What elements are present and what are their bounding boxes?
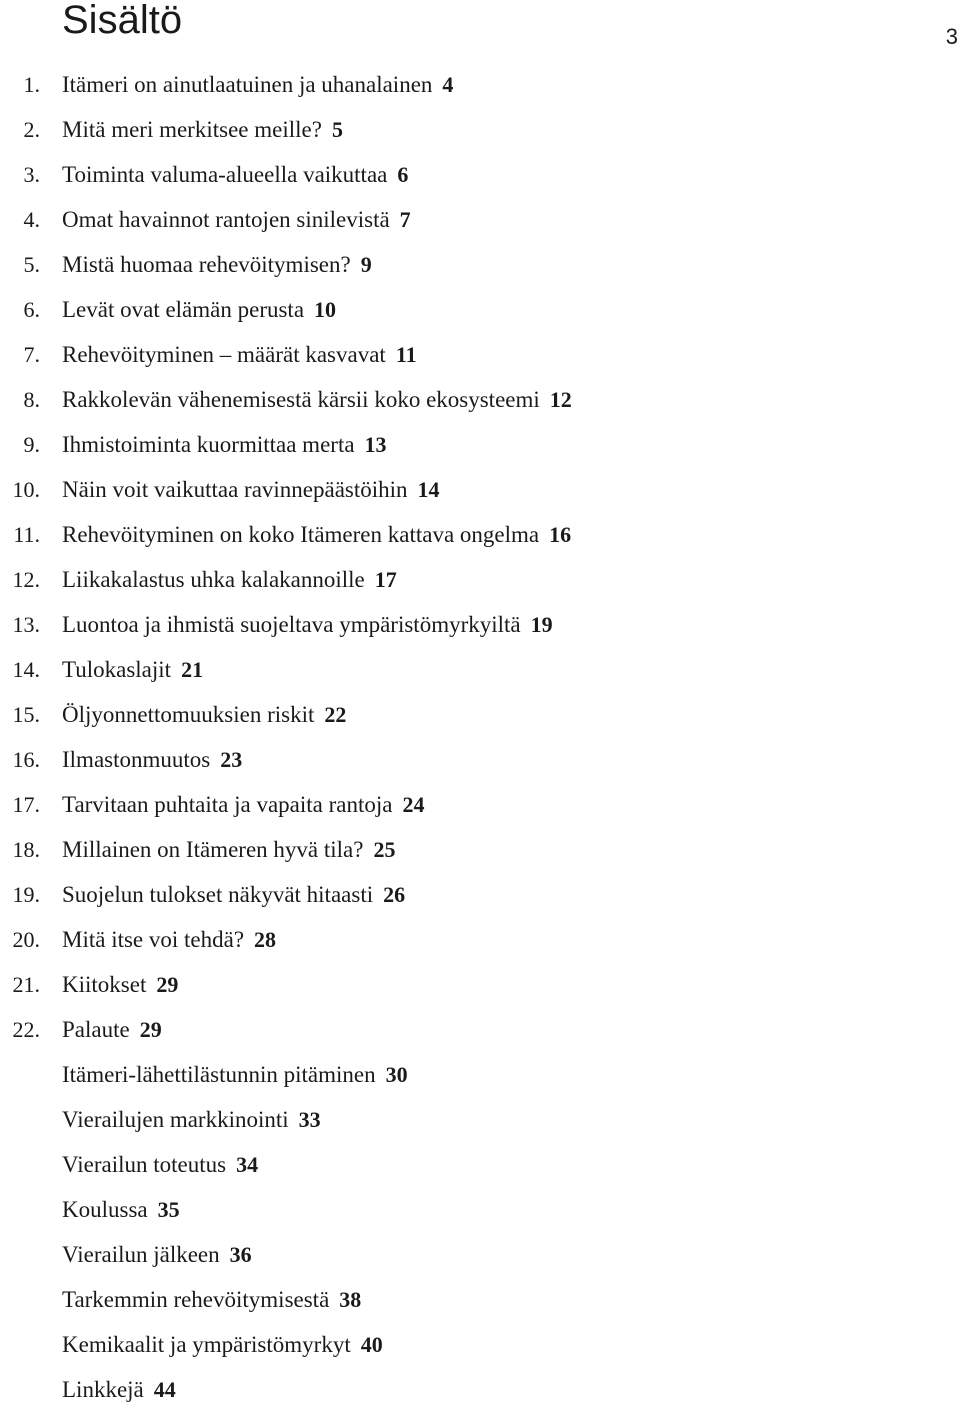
- toc-entry-number: 18.: [12, 836, 40, 862]
- toc-entry[interactable]: [0, 782, 572, 827]
- page-title: Sisältö: [62, 0, 183, 42]
- toc-entry-title: Luontoa ja ihmistä suojeltava ympäristömyrkyiltä: [62, 611, 521, 637]
- toc-entry-number: 19.: [12, 881, 40, 907]
- toc-entry-number: 17.: [12, 791, 40, 817]
- toc-entry-number: 11.: [13, 521, 40, 547]
- toc-entry-number: 2.: [23, 116, 40, 142]
- toc-entry-title: Palaute: [62, 1016, 130, 1042]
- toc-entry[interactable]: [0, 962, 572, 1007]
- toc-entry[interactable]: [0, 872, 572, 917]
- toc-entry[interactable]: [0, 1367, 572, 1412]
- toc-entry-number: 22.: [12, 1016, 40, 1042]
- toc-entry[interactable]: [0, 242, 572, 287]
- toc-entry[interactable]: [0, 197, 572, 242]
- toc-entry[interactable]: [0, 602, 572, 647]
- toc-entry-page: 44: [153, 1376, 176, 1402]
- toc-entry-number: 6.: [23, 296, 40, 322]
- toc-entry-title: Öljyonnettomuuksien riskit: [62, 701, 315, 727]
- toc-entry-title: Toiminta valuma-alueella vaikuttaa: [62, 161, 388, 187]
- toc-entry-page: 17: [374, 566, 397, 592]
- toc-entry-number: 14.: [12, 656, 40, 682]
- toc-entry[interactable]: [0, 1232, 572, 1277]
- toc-entry-number: 7.: [23, 341, 40, 367]
- toc-entry-page: 21: [181, 656, 204, 682]
- toc-entry-title: Rehevöityminen on koko Itämeren kattava ongelma: [62, 521, 540, 547]
- toc-entry-number: 15.: [12, 701, 40, 727]
- toc-entry[interactable]: [0, 152, 572, 197]
- toc-entry-title: Rakkolevän vähenemisestä kärsii koko ekosysteemi: [62, 386, 540, 412]
- toc-entry-page: 40: [360, 1331, 383, 1357]
- toc-entry-title: Itämeri-lähettilästunnin pitäminen: [62, 1061, 376, 1087]
- toc-entry[interactable]: [0, 1187, 572, 1232]
- toc-entry[interactable]: [0, 467, 572, 512]
- toc-entry-title: Tarkemmin rehevöitymisestä: [62, 1286, 330, 1312]
- toc-entry-page: 19: [530, 611, 553, 637]
- toc-entry-page: 23: [220, 746, 243, 772]
- toc-entry-title: Linkkejä: [62, 1376, 144, 1402]
- toc-entry-number: 12.: [12, 566, 40, 592]
- toc-entry[interactable]: [0, 1142, 572, 1187]
- toc-entry-title: Levät ovat elämän perusta: [62, 296, 305, 322]
- toc-entry-title: Omat havainnot rantojen sinilevistä: [62, 206, 390, 232]
- toc-entry-page: 24: [402, 791, 425, 817]
- toc-entry-page: 30: [385, 1061, 408, 1087]
- toc-entry-number: 20.: [12, 926, 40, 952]
- toc-entry-title: Mitä meri merkitsee meille?: [62, 116, 322, 142]
- toc-entry-number: 10.: [12, 476, 40, 502]
- toc-entry[interactable]: [0, 62, 572, 107]
- toc-entry-title: Vierailun toteutus: [62, 1151, 227, 1177]
- toc-entry-number: 1.: [23, 71, 40, 97]
- toc-entry-title: Vierailujen markkinointi: [62, 1106, 289, 1132]
- toc-entry-title: Vierailun jälkeen: [62, 1241, 220, 1267]
- toc-entry-title: Mitä itse voi tehdä?: [62, 926, 245, 952]
- toc-entry-number: 4.: [23, 206, 40, 232]
- toc-entry-page: 26: [383, 881, 406, 907]
- toc-entry-title: Mistä huomaa rehevöitymisen?: [62, 251, 351, 277]
- toc-entry[interactable]: [0, 737, 572, 782]
- toc-entry-page: 4: [442, 71, 454, 97]
- toc-entry[interactable]: [0, 287, 572, 332]
- toc-entry-page: 28: [254, 926, 277, 952]
- toc-entry[interactable]: [0, 1052, 572, 1097]
- toc-entry[interactable]: [0, 107, 572, 152]
- toc-entry-page: 29: [139, 1016, 162, 1042]
- toc-entry-page: 16: [549, 521, 572, 547]
- toc-entry-title: Millainen on Itämeren hyvä tila?: [62, 836, 364, 862]
- toc-entry-title: Ilmastonmuutos: [62, 746, 211, 772]
- toc-entry[interactable]: [0, 1097, 572, 1142]
- toc-entry-number: 8.: [23, 386, 40, 412]
- toc-entry[interactable]: [0, 377, 572, 422]
- toc-entry-title: Koulussa: [62, 1196, 148, 1222]
- toc-entry-title: Tulokaslajit: [62, 656, 172, 682]
- page-number: 3: [945, 24, 958, 49]
- toc-entry-page: 35: [157, 1196, 180, 1222]
- toc-entry[interactable]: [0, 512, 572, 557]
- toc-entry[interactable]: [0, 827, 572, 872]
- toc-entry-page: 11: [395, 341, 417, 367]
- toc-entry-title: Kiitokset: [62, 971, 147, 997]
- toc-entry-page: 13: [364, 431, 387, 457]
- toc-entry-title: Rehevöityminen – määrät kasvavat: [62, 341, 386, 367]
- toc-entry[interactable]: [0, 692, 572, 737]
- toc-entry[interactable]: [0, 1007, 572, 1052]
- toc-entry-title: Kemikaalit ja ympäristömyrkyt: [62, 1331, 351, 1357]
- toc-entry[interactable]: [0, 647, 572, 692]
- toc-entry-page: 33: [298, 1106, 321, 1132]
- toc-entry-page: 38: [339, 1286, 362, 1312]
- toc-entry-page: 34: [236, 1151, 259, 1177]
- toc-entry[interactable]: [0, 917, 572, 962]
- toc-entry-page: 36: [229, 1241, 252, 1267]
- toc-entry-title: Itämeri on ainutlaatuinen ja uhanalainen: [62, 71, 433, 97]
- toc-entry[interactable]: [0, 1322, 572, 1367]
- toc-entry-page: 29: [156, 971, 179, 997]
- toc-entry-number: 9.: [23, 431, 40, 457]
- toc-entry-page: 6: [397, 161, 409, 187]
- toc-entry-page: 10: [314, 296, 337, 322]
- toc-entry-page: 25: [373, 836, 396, 862]
- toc-entry-page: 22: [324, 701, 347, 727]
- toc-entry-number: 13.: [12, 611, 40, 637]
- toc-entry-title: Suojelun tulokset näkyvät hitaasti: [62, 881, 374, 907]
- toc-entry-page: 5: [331, 116, 343, 142]
- toc-entry[interactable]: [0, 557, 572, 602]
- toc-entry-number: 21.: [12, 971, 40, 997]
- toc-entry-number: 5.: [23, 251, 40, 277]
- toc-entry-page: 14: [417, 476, 440, 502]
- table-of-contents: [0, 62, 572, 1412]
- toc-entry-title: Liikakalastus uhka kalakannoille: [62, 566, 365, 592]
- toc-entry[interactable]: [0, 1277, 572, 1322]
- toc-entry-title: Näin voit vaikuttaa ravinnepäästöihin: [62, 476, 408, 502]
- toc-entry-page: 9: [360, 251, 372, 277]
- toc-entry[interactable]: [0, 332, 572, 377]
- toc-entry-title: Tarvitaan puhtaita ja vapaita rantoja: [62, 791, 393, 817]
- toc-entry[interactable]: [0, 422, 572, 467]
- toc-entry-page: 7: [399, 206, 411, 232]
- toc-entry-title: Ihmistoiminta kuormittaa merta: [62, 431, 355, 457]
- toc-entry-number: 16.: [12, 746, 40, 772]
- toc-entry-number: 3.: [23, 161, 40, 187]
- toc-entry-page: 12: [549, 386, 572, 412]
